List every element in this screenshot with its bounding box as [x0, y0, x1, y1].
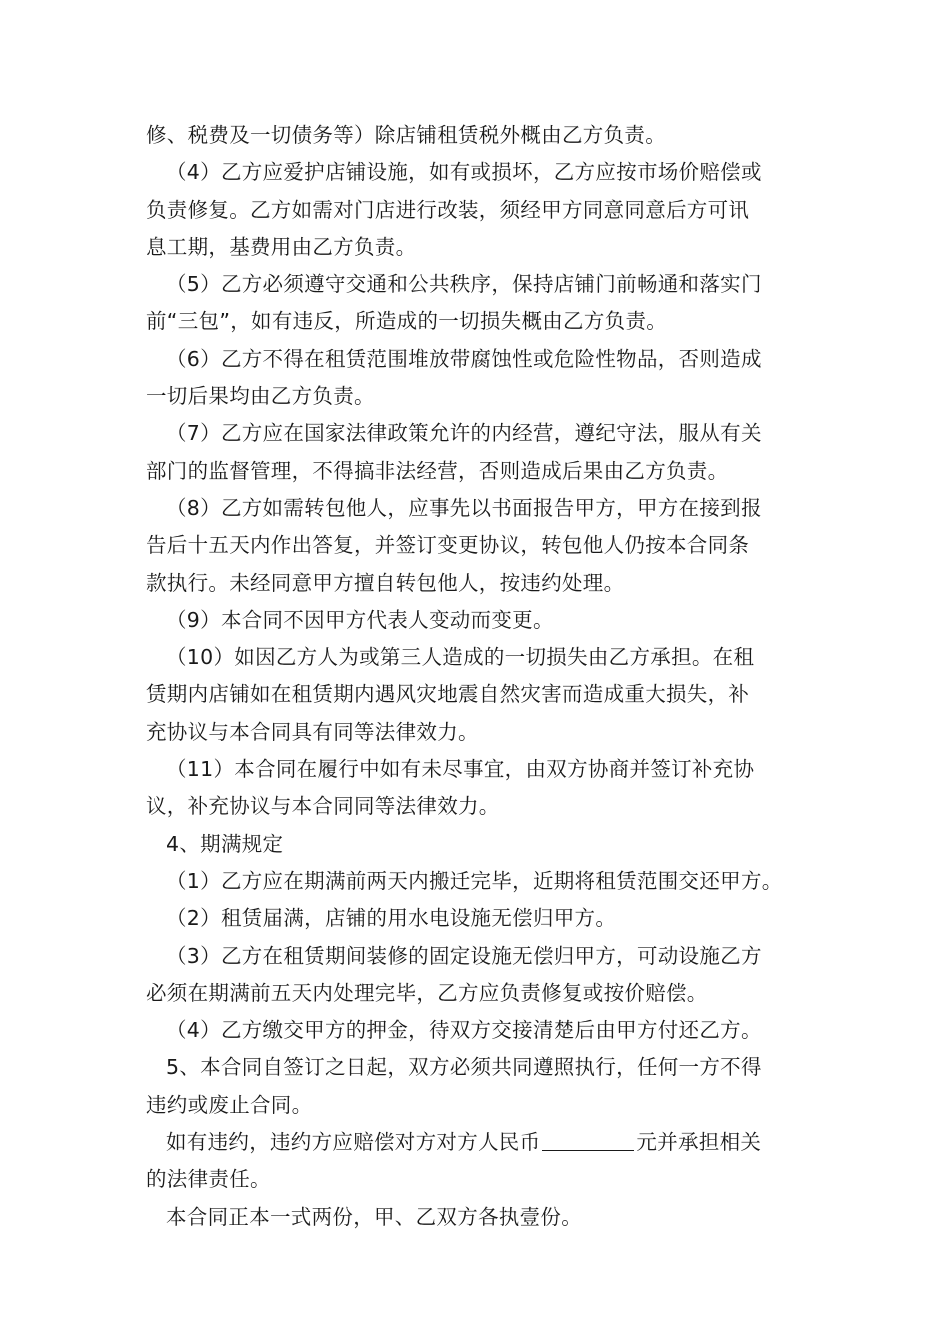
- clause-6: （6）乙方不得在租赁范围堆放带腐蚀性或危险性物品，否则造成: [166, 346, 762, 371]
- penalty-line: [146, 1124, 811, 1161]
- clause-4: （4）乙方应爱护店铺设施，如有或损坏，乙方应按市场价赔偿或: [166, 160, 762, 185]
- section-4-heading: 4、期满规定: [166, 831, 284, 856]
- text-line: 负责修复。乙方如需对门店进行改装，须经甲方同意同意后方可讯: [146, 197, 750, 222]
- penalty-text-before: 如有违约，违约方应赔偿对方对方人民币: [166, 1130, 541, 1155]
- text-line: 修、税费及一切债务等）除店铺租赁税外概由乙方负责。: [146, 123, 666, 147]
- text-line: 必须在期满前五天内处理完毕，乙方应负责修复或按价赔偿。: [146, 980, 708, 1005]
- text-line: 议，补充协议与本合同同等法律效力。: [146, 794, 500, 819]
- text-line: 违约或废止合同。: [146, 1092, 313, 1117]
- clause-9: （9）本合同不因甲方代表人变动而变更。: [166, 607, 554, 632]
- text-line: 息工期，基费用由乙方负责。: [146, 234, 417, 259]
- text-line: 告后十五天内作出答复，并签订变更协议，转包他人仍按本合同条: [146, 533, 750, 558]
- text-line: 充协议与本合同具有同等法律效力。: [146, 719, 479, 744]
- expiry-clause-2: （2）租赁届满，店铺的用水电设施无偿归甲方。: [166, 906, 617, 931]
- expiry-clause-1: （1）乙方应在期满前两天内搬迁完毕，近期将租赁范围交还甲方。: [166, 868, 783, 893]
- clause-8: （8）乙方如需转包他人，应事先以书面报告甲方，甲方在接到报: [166, 495, 762, 520]
- contract-body: [146, 117, 811, 1236]
- clause-7: （7）乙方应在国家法律政策允许的内经营，遵纪守法，服从有关: [166, 421, 762, 446]
- text-line: 部门的监督管理，不得搞非法经营，否则造成后果由乙方负责。: [146, 458, 729, 483]
- expiry-clause-4: （4）乙方缴交甲方的押金，待双方交接清楚后由甲方付还乙方。: [166, 1018, 762, 1043]
- penalty-text-after: 元并承担相关: [636, 1130, 762, 1155]
- text-line: 款执行。未经同意甲方擅自转包他人，按违约处理。: [146, 570, 625, 595]
- expiry-clause-3: （3）乙方在租赁期间装修的固定设施无偿归甲方，可动设施乙方: [166, 943, 762, 968]
- clause-5: （5）乙方必须遵守交通和公共秩序，保持店铺门前畅通和落实门: [166, 272, 762, 297]
- amount-blank: [542, 1128, 634, 1151]
- text-line: 赁期内店铺如在租赁期内遇风灾地震自然灾害而造成重大损失，补: [146, 682, 750, 707]
- text-line: 的法律责任。: [146, 1167, 271, 1192]
- copies-clause: 本合同正本一式两份，甲、乙双方各执壹份。: [166, 1204, 582, 1229]
- text-line: 一切后果均由乙方负责。: [146, 384, 375, 409]
- clause-11: （11）本合同在履行中如有未尽事宜，由双方协商并签订补充协: [166, 757, 755, 782]
- section-5-text: 5、本合同自签订之日起，双方必须共同遵照执行，任何一方不得: [166, 1055, 762, 1080]
- text-line: 前“三包”，如有违反，所造成的一切损失概由乙方负责。: [146, 309, 668, 334]
- clause-10: （10）如因乙方人为或第三人造成的一切损失由乙方承担。在租: [166, 645, 755, 670]
